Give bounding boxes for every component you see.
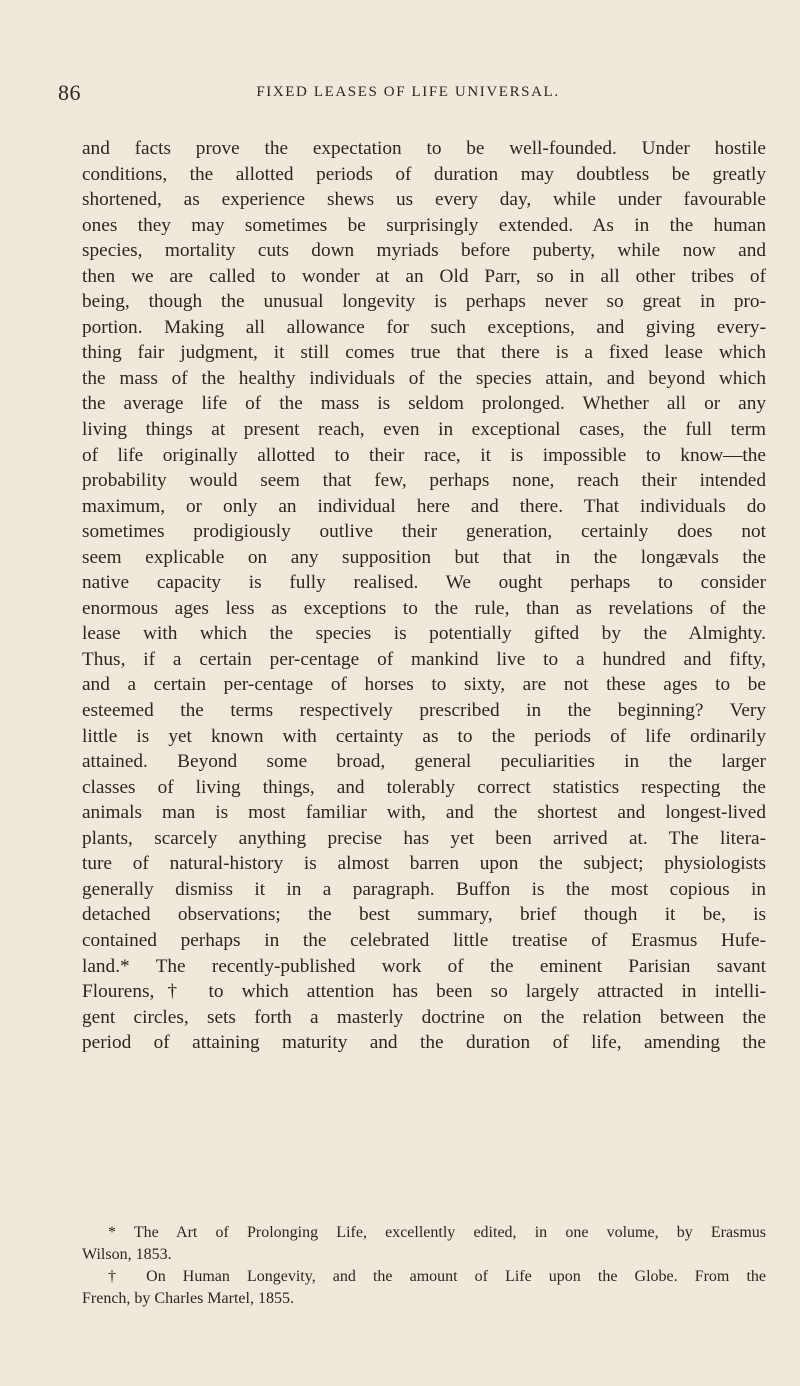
text-line: gent circles, sets forth a masterly doctrine on the relation between the [82,1006,766,1028]
footnotes [82,1222,766,1310]
page-number: 86 [58,80,81,105]
text-line: the mass of the healthy individuals of the species attain, and beyond which [82,367,766,389]
text-line: Thus, if a certain per-centage of mankind live to a hundred and fifty, [82,648,766,670]
text-line: period of attaining maturity and the duration of life, amending the [82,1032,766,1054]
footnote-line: * The Art of Prolonging Life, excellently edited, in one volume, by Erasmus [108,1224,766,1241]
text-line: detached observations; the best summary, brief though it be, is [82,904,766,926]
footnote-line: Wilson, 1853. [82,1246,172,1263]
page-header [58,80,758,114]
text-line: sometimes prodigiously outlive their generation, certainly does not [82,521,766,543]
text-line: ture of natural-history is almost barren upon the subject; physiologists [82,853,766,875]
text-line: enormous ages less as exceptions to the rule, than as revelations of the [82,597,766,619]
text-line: then we are called to wonder at an Old Parr, so in all other tribes of [82,265,766,287]
text-line: and facts prove the expectation to be well-founded. Under hostile [82,138,766,159]
text-line: conditions, the allotted periods of duration may doubtless be greatly [82,163,766,185]
text-line: classes of living things, and tolerably correct statistics respecting the [82,776,766,798]
text-line: seem explicable on any supposition but that in the longævals the [82,546,766,568]
text-line: generally dismiss it in a paragraph. Buffon is the most copious in [82,878,766,900]
text-line: portion. Making all allowance for such exceptions, and giving every- [82,316,766,338]
text-line: little is yet known with certainty as to the periods of life ordinarily [82,725,766,747]
text-line: plants, scarcely anything precise has yet been arrived at. The litera- [82,827,766,849]
text-line: thing fair judgment, it still comes true that there is a fixed lease which [82,342,766,364]
text-line: ones they may sometimes be surprisingly extended. As in the human [82,214,766,236]
footnote-line: † On Human Longevity, and the amount of Life upon the Globe. From the [108,1268,766,1285]
text-line: native capacity is fully realised. We ought perhaps to consider [82,572,766,594]
text-line: animals man is most familiar with, and the shortest and longest-lived [82,802,766,824]
running-title: FIXED LEASES OF LIFE UNIVERSAL. [256,84,560,100]
text-line: maximum, or only an individual here and there. That individuals do [82,495,766,517]
body-text [82,136,766,1056]
text-line: of life originally allotted to their race, it is impossible to know—the [82,444,766,466]
text-line: esteemed the terms respectively prescribed in the beginning? Very [82,700,766,722]
text-line: the average life of the mass is seldom prolonged. Whether all or any [82,393,766,415]
text-line: being, though the unusual longevity is perhaps never so great in pro- [82,291,766,313]
text-line: contained perhaps in the celebrated little treatise of Erasmus Hufe- [82,929,766,951]
text-line: living things at present reach, even in exceptional cases, the full term [82,419,766,441]
text-line: land.* The recently-published work of the eminent Parisian savant [82,955,766,977]
text-line: and a certain per-centage of horses to sixty, are not these ages to be [82,674,766,696]
text-line: Flourens,† to which attention has been so largely attracted in intelli- [82,981,766,1003]
text-line: shortened, as experience shews us every day, while under favourable [82,189,766,211]
text-line: attained. Beyond some broad, general peculiarities in the larger [82,751,766,773]
text-line: lease with which the species is potentially gifted by the Almighty. [82,623,766,645]
text-line: species, mortality cuts down myriads before puberty, while now and [82,240,766,262]
text-line: probability would seem that few, perhaps none, reach their intended [82,470,766,492]
footnote-line: French, by Charles Martel, 1855. [82,1290,294,1307]
